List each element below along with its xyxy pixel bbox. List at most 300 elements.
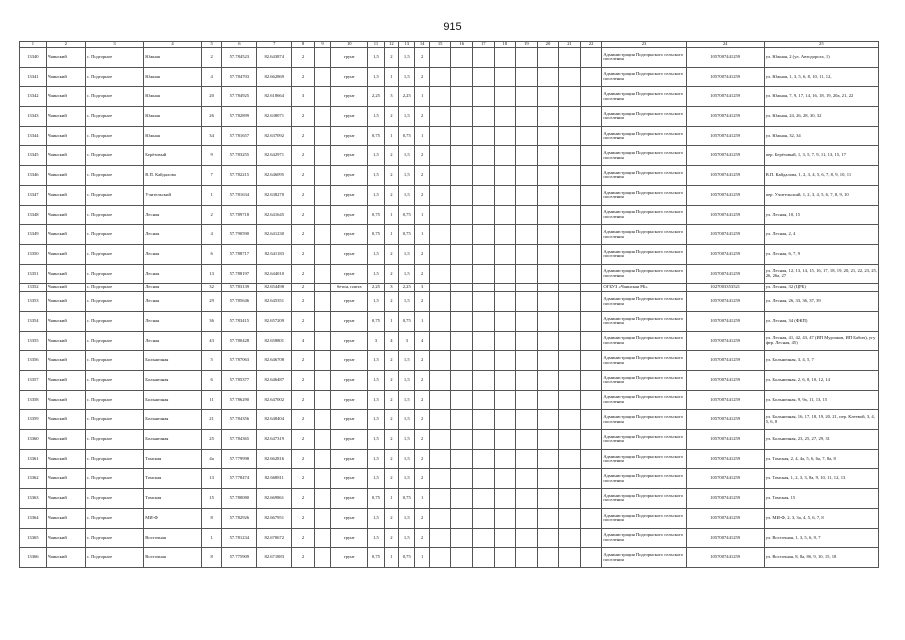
table-cell: 8	[201, 548, 222, 568]
table-cell: 82.637092	[257, 126, 292, 146]
table-cell	[451, 126, 473, 146]
table-cell: 2	[415, 185, 429, 205]
table-cell: 13356	[20, 351, 47, 371]
table-cell: 4	[201, 67, 222, 87]
table-cell	[494, 225, 516, 245]
table-cell: 13363	[20, 489, 47, 509]
table-cell: Томская	[144, 449, 202, 469]
table-cell	[314, 126, 330, 146]
table-cell: 1,5	[399, 292, 415, 312]
table-cell	[314, 390, 330, 410]
table-cell: с. Подгорное	[85, 410, 144, 430]
table-cell: 1	[384, 489, 398, 509]
table-cell	[559, 351, 581, 371]
table-cell: грунт	[331, 351, 368, 371]
table-cell: ул. Больничная, 2, 6, 8, 10, 12, 14	[764, 371, 878, 391]
column-header: 17	[472, 42, 494, 48]
table-cell	[494, 284, 516, 292]
table-cell	[451, 107, 473, 127]
table-cell	[494, 205, 516, 225]
table-cell: 2	[292, 390, 315, 410]
table-cell	[516, 410, 538, 430]
table-cell: с. Подгорное	[85, 146, 144, 166]
table-cell	[537, 528, 559, 548]
table-cell: 2	[384, 430, 398, 450]
table-cell	[516, 166, 538, 186]
table-cell: 13352	[20, 284, 47, 292]
table-cell: 1	[415, 548, 429, 568]
table-cell	[451, 146, 473, 166]
table-cell: 1057007441259	[686, 146, 764, 166]
table-cell: 1,5	[368, 508, 384, 528]
column-header: 7	[257, 42, 292, 48]
table-cell	[429, 87, 451, 107]
table-cell	[429, 371, 451, 391]
table-cell	[494, 390, 516, 410]
table-cell	[559, 508, 581, 528]
table-row	[20, 489, 879, 509]
table-cell	[314, 292, 330, 312]
table-cell	[472, 107, 494, 127]
table-cell: 82.618664	[257, 87, 292, 107]
table-cell: 1,5	[399, 166, 415, 186]
table-cell	[314, 469, 330, 489]
table-cell	[516, 205, 538, 225]
table-cell: 1,5	[368, 166, 384, 186]
table-cell: 13357	[20, 371, 47, 391]
table-cell	[537, 292, 559, 312]
table-cell: 13345	[20, 146, 47, 166]
table-cell: 2	[384, 166, 398, 186]
table-cell	[429, 351, 451, 371]
table-cell: 4	[415, 331, 429, 351]
table-cell	[494, 449, 516, 469]
table-row	[20, 185, 879, 205]
table-cell: 1,5	[368, 449, 384, 469]
table-cell	[559, 48, 581, 68]
table-cell	[451, 48, 473, 68]
table-cell: 1057007441259	[686, 508, 764, 528]
table-cell: грунт	[331, 331, 368, 351]
table-row	[20, 284, 879, 292]
table-cell	[472, 430, 494, 450]
table-cell: 2,25	[399, 284, 415, 292]
table-cell	[451, 185, 473, 205]
table-cell: 26	[201, 107, 222, 127]
table-cell	[580, 166, 602, 186]
table-cell: 43	[201, 331, 222, 351]
table-row	[20, 264, 879, 284]
table-cell	[559, 331, 581, 351]
table-cell: 2	[292, 185, 315, 205]
table-cell	[580, 126, 602, 146]
table-row	[20, 205, 879, 225]
table-cell	[537, 489, 559, 509]
table-cell: 82.662816	[257, 449, 292, 469]
table-cell	[537, 126, 559, 146]
table-cell: 57.781657	[222, 126, 257, 146]
table-cell: 57.780428	[222, 331, 257, 351]
table-cell	[429, 264, 451, 284]
table-cell	[494, 528, 516, 548]
table-cell: 1	[384, 205, 398, 225]
table-cell: 1057007441259	[686, 390, 764, 410]
table-cell: Администрация Подгорнского сельского поселения	[602, 390, 686, 410]
table-cell: 2	[384, 351, 398, 371]
table-cell: Чаинский	[46, 351, 85, 371]
table-cell: Больничная	[144, 410, 202, 430]
table-cell	[314, 311, 330, 331]
table-cell: ул. Восточная, 1, 3, 5, 6, 9, 7	[764, 528, 878, 548]
table-cell	[580, 185, 602, 205]
table-cell: 1057007441259	[686, 311, 764, 331]
column-header: 3	[85, 42, 144, 48]
table-cell: 57.790590	[222, 225, 257, 245]
table-cell: 1,5	[399, 449, 415, 469]
table-cell: ул. Больничная, 9, 9а, 11, 13, 15	[764, 390, 878, 410]
table-cell: 13358	[20, 390, 47, 410]
table-cell	[314, 107, 330, 127]
table-cell: 13343	[20, 107, 47, 127]
table-cell	[537, 87, 559, 107]
table-cell: Чаинский	[46, 371, 85, 391]
table-cell	[429, 508, 451, 528]
table-cell	[537, 469, 559, 489]
table-cell: 32	[201, 284, 222, 292]
table-cell	[537, 311, 559, 331]
table-cell: Администрация Подгорнского сельского поселения	[602, 449, 686, 469]
table-cell: 2	[292, 508, 315, 528]
table-cell: Чаинский	[46, 205, 85, 225]
table-cell	[472, 351, 494, 371]
table-cell: бетон, плита	[331, 284, 368, 292]
table-row	[20, 87, 879, 107]
table-cell: 1	[415, 489, 429, 509]
table-cell: 1057007441259	[686, 185, 764, 205]
table-cell: 57.786290	[222, 390, 257, 410]
table-row	[20, 146, 879, 166]
table-cell: 57.782926	[222, 508, 257, 528]
table-cell	[559, 449, 581, 469]
table-cell	[472, 166, 494, 186]
table-cell: 1,5	[368, 430, 384, 450]
table-cell: грунт	[331, 390, 368, 410]
table-cell	[580, 292, 602, 312]
table-cell	[451, 351, 473, 371]
table-cell: 57.788717	[222, 244, 257, 264]
table-cell: 2	[292, 284, 315, 292]
table-cell: грунт	[331, 469, 368, 489]
table-cell: 6	[201, 244, 222, 264]
table-cell: 57.781234	[222, 528, 257, 548]
table-cell: Администрация Подгорнского сельского поселения	[602, 469, 686, 489]
table-cell	[559, 548, 581, 568]
table-cell	[580, 205, 602, 225]
table-cell: 1,5	[368, 107, 384, 127]
table-cell: 1057007441259	[686, 264, 764, 284]
table-cell: 13	[201, 264, 222, 284]
table-cell: 1,5	[399, 351, 415, 371]
table-cell: 1057007441259	[686, 225, 764, 245]
table-cell	[580, 48, 602, 68]
table-cell	[494, 107, 516, 127]
table-cell: Администрация Подгорнского сельского поселения	[602, 508, 686, 528]
table-cell: ул. МИ-Ф, 2, 3, 3а, 4, 5, 6, 7, 8	[764, 508, 878, 528]
table-cell: 2	[201, 205, 222, 225]
column-header: 20	[537, 42, 559, 48]
table-cell	[451, 166, 473, 186]
table-cell	[516, 390, 538, 410]
table-cell: Администрация Подгорнского сельского поселения	[602, 126, 686, 146]
table-cell	[580, 430, 602, 450]
table-cell	[429, 390, 451, 410]
table-cell	[516, 489, 538, 509]
table-cell: 3	[399, 331, 415, 351]
table-cell: 1057007441259	[686, 528, 764, 548]
table-cell	[451, 225, 473, 245]
table-cell	[516, 528, 538, 548]
table-cell	[516, 508, 538, 528]
table-cell	[472, 371, 494, 391]
table-cell: 1,5	[368, 48, 384, 68]
table-cell: Администрация Подгорнского сельского поселения	[602, 371, 686, 391]
table-row	[20, 528, 879, 548]
table-cell	[537, 185, 559, 205]
table-row	[20, 430, 879, 450]
table-cell: 2	[384, 469, 398, 489]
table-cell: 1057007441259	[686, 449, 764, 469]
table-cell: 2	[292, 449, 315, 469]
table-cell: Лесная	[144, 284, 202, 292]
table-cell: ул. Лесная, 10, 15	[764, 205, 878, 225]
table-cell	[537, 508, 559, 528]
table-cell	[580, 371, 602, 391]
table-cell: Чаинский	[46, 331, 85, 351]
table-cell: 82.641230	[257, 225, 292, 245]
table-cell: с. Подгорное	[85, 469, 144, 489]
column-header: 16	[451, 42, 473, 48]
table-cell: грунт	[331, 205, 368, 225]
table-cell: Администрация Подгорнского сельского поселения	[602, 146, 686, 166]
table-cell: с. Подгорное	[85, 430, 144, 450]
table-cell: 2	[384, 410, 398, 430]
table-cell	[559, 469, 581, 489]
table-cell: Лесная	[144, 311, 202, 331]
table-cell: 82.646095	[257, 166, 292, 186]
table-cell: Чаинский	[46, 292, 85, 312]
table-cell	[516, 311, 538, 331]
table-cell: 2,25	[399, 87, 415, 107]
table-cell	[429, 166, 451, 186]
table-cell: грунт	[331, 185, 368, 205]
table-cell	[537, 166, 559, 186]
table-cell	[494, 67, 516, 87]
table-cell: 57.784703	[222, 67, 257, 87]
table-cell: 13354	[20, 311, 47, 331]
table-cell	[559, 87, 581, 107]
roads-table	[19, 41, 879, 568]
table-cell: Больничная	[144, 351, 202, 371]
table-cell: 3	[415, 284, 429, 292]
table-cell	[451, 67, 473, 87]
table-cell: 57.780080	[222, 489, 257, 509]
table-cell: грунт	[331, 225, 368, 245]
table-cell: ул. Лесная, 32 (ЦРБ)	[764, 284, 878, 292]
table-cell: 57.785377	[222, 371, 257, 391]
table-cell: ул. Южная, 1, 3, 5, 6, 8, 10, 11, 12,	[764, 67, 878, 87]
table-cell	[559, 225, 581, 245]
table-cell	[494, 371, 516, 391]
table-cell: с. Подгорное	[85, 331, 144, 351]
table-cell	[516, 48, 538, 68]
table-cell: 0,75	[368, 225, 384, 245]
table-cell	[580, 449, 602, 469]
table-cell: 1057007441259	[686, 548, 764, 568]
table-cell: 1,5	[399, 469, 415, 489]
table-cell	[429, 48, 451, 68]
table-row	[20, 469, 879, 489]
table-cell: 1057007441259	[686, 67, 764, 87]
table-cell	[559, 166, 581, 186]
table-cell: 13355	[20, 331, 47, 351]
table-cell	[472, 146, 494, 166]
table-cell: 1	[415, 205, 429, 225]
table-cell: грунт	[331, 146, 368, 166]
table-cell: 1,5	[368, 244, 384, 264]
table-cell	[472, 469, 494, 489]
table-cell	[451, 410, 473, 430]
table-cell	[559, 264, 581, 284]
table-cell: 1057007441259	[686, 430, 764, 450]
table-cell	[559, 390, 581, 410]
table-cell: 1,5	[368, 469, 384, 489]
table-cell: 57.784925	[222, 87, 257, 107]
column-header: 23	[602, 42, 686, 48]
table-cell	[314, 87, 330, 107]
table-cell: 13362	[20, 469, 47, 489]
table-cell	[494, 351, 516, 371]
table-cell: 1057007441259	[686, 126, 764, 146]
table-cell: 13341	[20, 67, 47, 87]
table-cell: 2	[384, 48, 398, 68]
table-cell: Чаинский	[46, 225, 85, 245]
table-cell: 1,5	[368, 185, 384, 205]
table-cell: Больничная	[144, 430, 202, 450]
column-header: 19	[516, 42, 538, 48]
table-cell: 2	[384, 528, 398, 548]
table-cell	[451, 331, 473, 351]
table-cell: 0,75	[399, 126, 415, 146]
table-cell: Чаинский	[46, 410, 85, 430]
table-cell	[429, 528, 451, 548]
table-cell: 2	[292, 225, 315, 245]
column-header: 25	[764, 42, 878, 48]
table-cell: 1,5	[399, 371, 415, 391]
table-cell	[537, 410, 559, 430]
table-cell: 15	[201, 489, 222, 509]
table-cell: 2	[384, 107, 398, 127]
table-cell	[429, 489, 451, 509]
table-cell	[494, 311, 516, 331]
table-cell: Администрация Подгорнского сельского поселения	[602, 205, 686, 225]
table-cell: Администрация Подгорнского сельского поселения	[602, 107, 686, 127]
table-row	[20, 311, 879, 331]
table-cell: 82.654498	[257, 284, 292, 292]
table-cell: Администрация Подгорнского сельского поселения	[602, 351, 686, 371]
table-cell	[494, 146, 516, 166]
table-cell: с. Подгорное	[85, 548, 144, 568]
table-cell: 2,25	[368, 87, 384, 107]
table-cell	[451, 264, 473, 284]
table-cell	[429, 449, 451, 469]
table-cell: 57.781634	[222, 185, 257, 205]
table-cell: 1057007441259	[686, 351, 764, 371]
column-header: 6	[222, 42, 257, 48]
table-cell: Администрация Подгорнского сельского поселения	[602, 410, 686, 430]
table-cell: Администрация Подгорнского сельского поселения	[602, 67, 686, 87]
table-cell: с. Подгорное	[85, 371, 144, 391]
table-cell: грунт	[331, 67, 368, 87]
table-cell	[472, 489, 494, 509]
table-cell: 2	[384, 508, 398, 528]
table-cell	[314, 244, 330, 264]
table-cell	[559, 126, 581, 146]
table-cell: ул. Лесная, 34 (ФКП)	[764, 311, 878, 331]
table-cell: 57.789718	[222, 205, 257, 225]
table-cell: 57.784365	[222, 430, 257, 450]
table-cell: 1057007441259	[686, 48, 764, 68]
table-cell: 13360	[20, 430, 47, 450]
table-cell: ул. Лесная, 6, 7, 9	[764, 244, 878, 264]
table-cell: 82.638270	[257, 185, 292, 205]
table-cell: Больничная	[144, 371, 202, 391]
table-cell: 0,75	[399, 548, 415, 568]
table-cell: 82.648404	[257, 410, 292, 430]
table-cell: 82.667951	[257, 508, 292, 528]
table-cell: Восточная	[144, 528, 202, 548]
table-cell: 5	[201, 351, 222, 371]
table-cell	[451, 508, 473, 528]
table-cell	[559, 371, 581, 391]
table-cell: 2	[292, 205, 315, 225]
table-cell: 57.783415	[222, 311, 257, 331]
table-cell: 82.647002	[257, 390, 292, 410]
table-cell: Больничная	[144, 390, 202, 410]
table-cell: 21	[201, 410, 222, 430]
table-cell: Администрация Подгорнского сельского поселения	[602, 48, 686, 68]
table-row	[20, 548, 879, 568]
table-cell: 2	[384, 264, 398, 284]
table-cell: 13340	[20, 48, 47, 68]
table-cell	[559, 489, 581, 509]
table-cell	[494, 244, 516, 264]
table-cell: Южная	[144, 126, 202, 146]
table-row	[20, 449, 879, 469]
table-cell: 1,5	[399, 146, 415, 166]
table-cell	[451, 292, 473, 312]
table-cell: грунт	[331, 548, 368, 568]
table-cell: 4	[292, 331, 315, 351]
table-cell: 2	[384, 244, 398, 264]
table-row	[20, 371, 879, 391]
table-cell	[494, 410, 516, 430]
table-cell	[429, 185, 451, 205]
table-cell	[472, 528, 494, 548]
table-row	[20, 225, 879, 245]
table-cell: 2	[292, 126, 315, 146]
table-cell	[516, 126, 538, 146]
table-cell: 1057007441259	[686, 292, 764, 312]
